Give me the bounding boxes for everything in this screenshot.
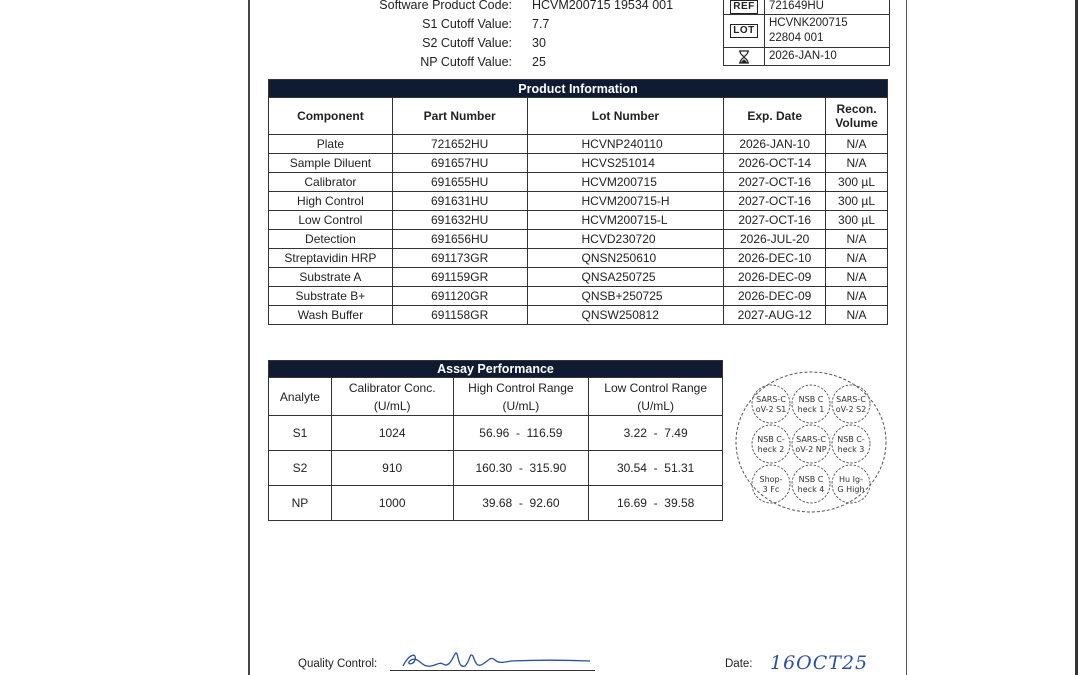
s1-cutoff-value: 7.7 xyxy=(532,17,550,31)
plate-spot-label: Shop- xyxy=(759,475,783,484)
lot-value-line2: 22804 001 xyxy=(769,32,824,44)
plate-spot xyxy=(792,425,830,463)
plate-spot-label: NSB C xyxy=(798,475,824,484)
product-row xyxy=(269,135,888,154)
calibrator-conc-cell: 1024 xyxy=(331,416,453,451)
product-row xyxy=(269,192,888,211)
component-cell: Detection xyxy=(269,230,393,249)
part-number-cell: 691656HU xyxy=(392,230,527,249)
plate-spot-map xyxy=(734,371,888,514)
lot-number-cell: HCVS251014 xyxy=(527,154,724,173)
col-component: Component xyxy=(269,98,393,135)
col-cal-line2: (U/mL) xyxy=(373,398,411,413)
assay-row xyxy=(269,451,723,486)
part-number-cell: 691655HU xyxy=(392,173,527,192)
product-row xyxy=(269,249,888,268)
recon-volume-cell: N/A xyxy=(826,135,888,154)
lot-number-cell: QNSN250610 xyxy=(527,249,724,268)
product-information-title: Product Information xyxy=(269,80,888,98)
recon-volume-cell: N/A xyxy=(826,249,888,268)
component-cell: Plate xyxy=(269,135,393,154)
exp-date-cell: 2027-AUG-12 xyxy=(724,306,826,325)
plate-spot-circle xyxy=(832,385,870,423)
np-cutoff-label: NP Cutoff Value: xyxy=(420,55,512,69)
plate-spot xyxy=(792,385,830,423)
low-control-range-cell: 16.69 - 39.58 xyxy=(589,486,723,521)
expiry-row xyxy=(724,47,889,65)
part-number-cell: 691159GR xyxy=(392,268,527,287)
hourglass-icon xyxy=(724,48,765,65)
lot-number-cell: HCVM200715-L xyxy=(527,211,724,230)
plate-spot-label: 3 Fc xyxy=(762,485,780,494)
lot-number-cell: QNSW250812 xyxy=(527,306,724,325)
col-recon-line2: Volume xyxy=(835,116,878,130)
lot-icon xyxy=(724,15,765,47)
high-control-range-cell: 39.68 - 92.60 xyxy=(453,486,589,521)
part-number-cell: 691631HU xyxy=(392,192,527,211)
component-cell: Substrate B+ xyxy=(269,287,393,306)
col-lot-number: Lot Number xyxy=(527,98,724,135)
exp-date-cell: 2027-OCT-16 xyxy=(724,211,826,230)
np-cutoff-value: 25 xyxy=(532,55,546,69)
product-row xyxy=(269,173,888,192)
plate-spot xyxy=(832,465,870,503)
lot-row xyxy=(724,14,889,47)
component-cell: Wash Buffer xyxy=(269,306,393,325)
plate-spot-label: Hu Ig- xyxy=(839,475,863,484)
ref-row xyxy=(724,0,889,14)
col-recon-volume xyxy=(826,98,888,135)
plate-spot xyxy=(752,425,790,463)
low-control-range-cell: 3.22 - 7.49 xyxy=(589,416,723,451)
plate-spot xyxy=(832,425,870,463)
component-cell: Low Control xyxy=(269,211,393,230)
plate-spot-label: SARS-C xyxy=(756,395,786,404)
col-recon-line1: Recon. xyxy=(836,102,877,116)
recon-volume-cell: N/A xyxy=(826,230,888,249)
analyte-cell: S2 xyxy=(269,451,332,486)
plate-spot xyxy=(752,465,790,503)
col-analyte-label: Analyte xyxy=(279,389,320,404)
assay-row xyxy=(269,486,723,521)
recon-volume-cell: 300 µL xyxy=(826,211,888,230)
lot-badge: LOT xyxy=(730,24,758,38)
exp-date-cell: 2026-OCT-14 xyxy=(724,154,826,173)
quality-control-label: Quality Control: xyxy=(298,658,378,670)
signature-scribble xyxy=(395,650,595,672)
component-cell: Streptavidin HRP xyxy=(269,249,393,268)
exp-date-cell: 2026-DEC-10 xyxy=(724,249,826,268)
software-product-code-value: HCVM200715 19534 001 xyxy=(532,0,674,12)
recon-volume-cell: 300 µL xyxy=(826,192,888,211)
s2-cutoff-label: S2 Cutoff Value: xyxy=(422,36,512,50)
exp-date-cell: 2027-OCT-16 xyxy=(724,192,826,211)
col-low-line1: Low Control Range xyxy=(604,380,707,395)
lot-number-cell: QNSB+250725 xyxy=(527,287,724,306)
component-cell: Sample Diluent xyxy=(269,154,393,173)
assay-performance-title: Assay Performance xyxy=(269,361,723,378)
col-low-control-range xyxy=(589,378,723,416)
col-high-control-range xyxy=(453,378,589,416)
part-number-cell: 691120GR xyxy=(392,287,527,306)
exp-date-cell: 2026-JAN-10 xyxy=(724,135,826,154)
ref-badge: REF xyxy=(730,0,758,14)
plate-spot-circle xyxy=(792,385,830,423)
page-right-edge xyxy=(906,0,907,675)
col-analyte xyxy=(269,378,332,416)
lot-value-line1: HCVNK200715 xyxy=(769,17,848,29)
exp-date-cell: 2026-DEC-09 xyxy=(724,268,826,287)
plate-spot-label: NSB C- xyxy=(757,435,785,444)
software-product-code-label: Software Product Code: xyxy=(379,0,512,12)
calibrator-conc-cell: 910 xyxy=(331,451,453,486)
plate-spot xyxy=(792,465,830,503)
plate-spot-circle xyxy=(792,425,830,463)
component-cell: High Control xyxy=(269,192,393,211)
plate-spot-label: heck 3 xyxy=(837,445,865,454)
col-part-number: Part Number xyxy=(392,98,527,135)
s1-cutoff-label: S1 Cutoff Value: xyxy=(422,17,512,31)
lot-number-cell: HCVM200715-H xyxy=(527,192,724,211)
product-row xyxy=(269,306,888,325)
lot-value xyxy=(765,15,852,47)
expiry-value: 2026-JAN-10 xyxy=(769,50,837,62)
plate-spot-label: oV-2 S1 xyxy=(755,405,787,414)
high-control-range-cell: 56.96 - 116.59 xyxy=(453,416,589,451)
exp-date-cell: 2027-OCT-16 xyxy=(724,173,826,192)
ref-value: 721649HU xyxy=(769,0,824,12)
recon-volume-cell: N/A xyxy=(826,287,888,306)
assay-performance-table xyxy=(268,360,723,521)
handwritten-date: 16OCT25 xyxy=(770,652,869,674)
exp-date-cell: 2026-JUL-20 xyxy=(724,230,826,249)
component-cell: Calibrator xyxy=(269,173,393,192)
plate-spot-label: NSB C xyxy=(798,395,824,404)
product-row xyxy=(269,211,888,230)
col-cal-line1: Calibrator Conc. xyxy=(348,380,436,395)
part-number-cell: 721652HU xyxy=(392,135,527,154)
plate-spot-label: heck 2 xyxy=(757,445,785,454)
plate-spot xyxy=(832,385,870,423)
product-row xyxy=(269,287,888,306)
col-low-line2: (U/mL) xyxy=(637,398,674,413)
plate-spot-circle xyxy=(832,465,870,503)
plate-spot-label: NSB C- xyxy=(837,435,865,444)
product-row xyxy=(269,154,888,173)
analyte-cell: NP xyxy=(269,486,332,521)
plate-spot xyxy=(752,385,790,423)
plate-spot-label: G High xyxy=(837,485,865,494)
col-exp-date: Exp. Date xyxy=(724,98,826,135)
scan-border-right xyxy=(1075,0,1078,675)
recon-volume-cell: N/A xyxy=(826,268,888,287)
exp-date-cell: 2026-DEC-09 xyxy=(724,287,826,306)
recon-volume-cell: 300 µL xyxy=(826,173,888,192)
plate-spot-label: oV-2 S2 xyxy=(835,405,867,414)
calibrator-conc-cell: 1000 xyxy=(331,486,453,521)
high-control-range-cell: 160.30 - 315.90 xyxy=(453,451,589,486)
plate-spot-label: SARS-C xyxy=(796,435,826,444)
lot-number-cell: HCVNP240110 xyxy=(527,135,724,154)
part-number-cell: 691657HU xyxy=(392,154,527,173)
col-high-line1: High Control Range xyxy=(468,380,574,395)
col-high-line2: (U/mL) xyxy=(502,398,540,413)
plate-spot-circle xyxy=(752,385,790,423)
plate-spot-label: SARS-C xyxy=(836,395,866,404)
lot-number-cell: HCVM200715 xyxy=(527,173,724,192)
s2-cutoff-value: 30 xyxy=(532,36,546,50)
product-row xyxy=(269,230,888,249)
recon-volume-cell: N/A xyxy=(826,306,888,325)
ref-icon xyxy=(724,0,765,14)
assay-row xyxy=(269,416,723,451)
plate-spot-circle xyxy=(792,465,830,503)
symbol-box xyxy=(723,0,890,66)
plate-spot-circle xyxy=(752,465,790,503)
component-cell: Substrate A xyxy=(269,268,393,287)
product-row xyxy=(269,268,888,287)
plate-spot-circle xyxy=(752,425,790,463)
page-left-edge xyxy=(248,0,250,675)
product-information-table xyxy=(268,79,888,325)
part-number-cell: 691158GR xyxy=(392,306,527,325)
plate-spot-label: heck 4 xyxy=(797,485,825,494)
plate-spot-circle xyxy=(832,425,870,463)
recon-volume-cell: N/A xyxy=(826,154,888,173)
low-control-range-cell: 30.54 - 51.31 xyxy=(589,451,723,486)
lot-number-cell: HCVD230720 xyxy=(527,230,724,249)
signature-row xyxy=(0,650,1080,675)
plate-spot-label: heck 1 xyxy=(797,405,825,414)
part-number-cell: 691632HU xyxy=(392,211,527,230)
col-calibrator-conc xyxy=(331,378,453,416)
date-label: Date: xyxy=(725,658,753,670)
plate-spot-label: oV-2 NP xyxy=(795,445,827,454)
analyte-cell: S1 xyxy=(269,416,332,451)
lot-number-cell: QNSA250725 xyxy=(527,268,724,287)
part-number-cell: 691173GR xyxy=(392,249,527,268)
